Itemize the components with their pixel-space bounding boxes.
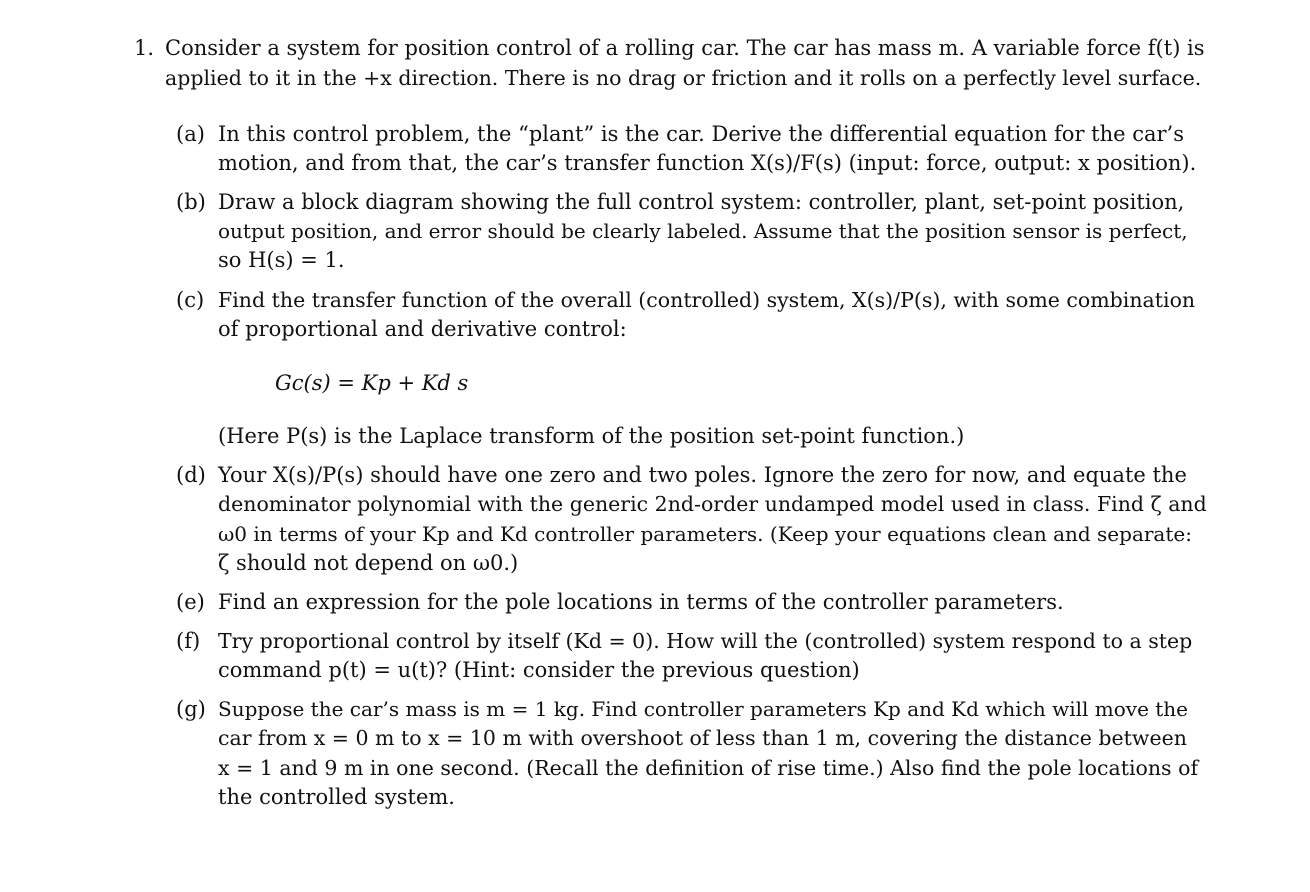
problem-number: 1. [134,36,155,60]
part-a-line-2: motion, and from that, the car’s transfer function X(s)/F(s) (input: force, output: x position). [218,151,1197,175]
problem-text-line-2: applied to it in the +x direction. There is no drag or friction and it rolls on a perfectly level surface. [165,66,1202,90]
part-f-line-1: Try proportional control by itself (Kd = 0). How will the (controlled) system respond to a step [218,629,1193,653]
part-e-label: (e) [176,590,205,614]
part-a-line-1: In this control problem, the “plant” is the car. Derive the differential equation for the car’s [218,122,1184,146]
part-e-line-1: Find an expression for the pole locations in terms of the controller parameters. [218,590,1064,614]
part-c-line-2: of proportional and derivative control: [218,317,627,341]
part-c-note: (Here P(s) is the Laplace transform of the position set-point function.) [218,424,965,448]
part-d-label: (d) [176,463,206,487]
part-d-line-1: Your X(s)/P(s) should have one zero and two poles. Ignore the zero for now, and equate the [218,463,1187,487]
part-b-line-3: so H(s) = 1. [218,248,345,272]
part-g-line-2: car from x = 0 m to x = 10 m with overshoot of less than 1 m, covering the distance between [218,726,1187,750]
part-b-label: (b) [176,190,206,214]
part-g-line-3: x = 1 and 9 m in one second. (Recall the definition of rise time.) Also find the pole locations of [218,756,1199,780]
part-c-line-1: Find the transfer function of the overall (controlled) system, X(s)/P(s), with some combination [218,288,1196,312]
controller-equation: Gc(s) = Kp + Kd s [275,371,469,395]
part-b-line-1: Draw a block diagram showing the full control system: controller, plant, set-point position, [218,190,1185,214]
part-g-line-1: Suppose the car’s mass is m = 1 kg. Find controller parameters Kp and Kd which will move the [218,697,1189,721]
problem-text-line-1: Consider a system for position control of a rolling car. The car has mass m. A variable force f(t) is [165,36,1205,60]
part-g-line-4: the controlled system. [218,785,455,809]
part-d-line-4: ζ should not depend on ω0.) [218,551,519,575]
part-a-label: (a) [176,122,205,146]
part-b-line-2: output position, and error should be clearly labeled. Assume that the position sensor is perfect, [218,219,1188,243]
part-d-line-2: denominator polynomial with the generic 2nd-order undamped model used in class. Find ζ and [218,492,1207,516]
part-f-label: (f) [176,629,201,653]
part-c-label: (c) [176,288,205,312]
part-d-line-3: ω0 in terms of your Kp and Kd controller parameters. (Keep your equations clean and separate: [218,522,1192,546]
part-f-line-2: command p(t) = u(t)? (Hint: consider the previous question) [218,658,860,682]
part-g-label: (g) [176,697,206,721]
